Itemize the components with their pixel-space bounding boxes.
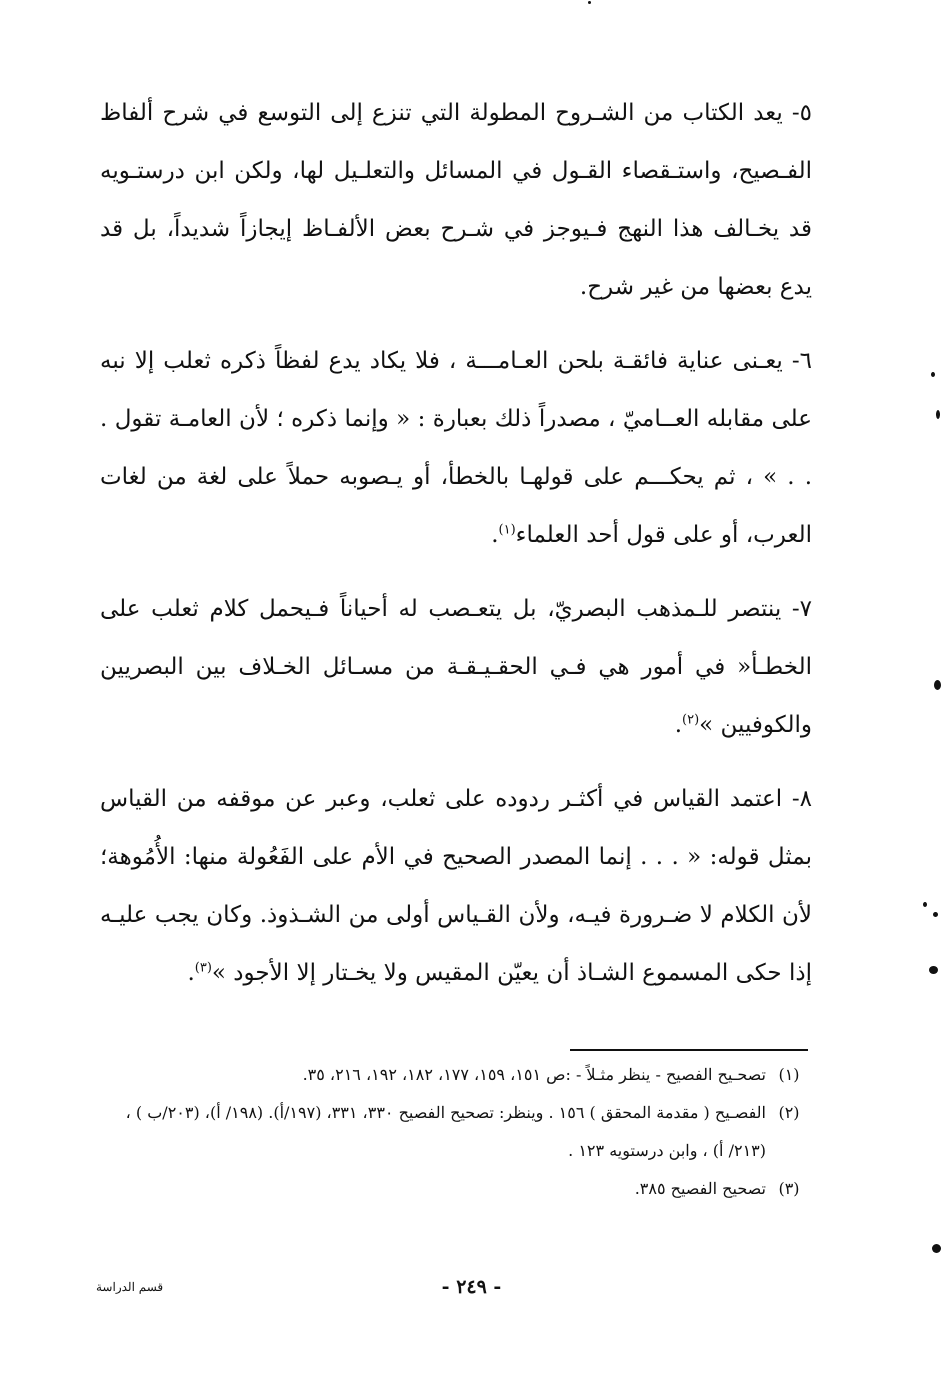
footnote-text: الفصـيح ( مقدمة المحقق ) ١٥٦ . وينظر: تصحيح الفصيح ٣٣٠، ٣٣١، (١٩٧/أ). (١٩٨/ أ)، (٢٠٣/ب ) ، (٢١٣/ أ) ، وابن درستويه ١٢٣ .	[125, 1103, 766, 1160]
scan-speck	[934, 680, 941, 690]
footnotes	[100, 1056, 812, 1208]
main-text	[100, 84, 812, 1018]
scan-speck	[588, 1, 591, 4]
paragraph-end: .	[491, 522, 499, 548]
scan-speck	[923, 902, 927, 907]
scan-speck	[932, 1244, 941, 1253]
footnote-ref-3[interactable]: (٣)	[194, 960, 212, 976]
paragraph-end: .	[674, 712, 682, 738]
scan-speck	[931, 372, 935, 377]
footnote-2	[100, 1094, 812, 1170]
footnote-ref-2[interactable]: (٢)	[682, 712, 700, 728]
paragraph-5	[100, 84, 812, 316]
scan-speck	[933, 912, 938, 917]
paragraph-6	[100, 332, 812, 564]
footnote-text: تصحيح الفصيح ٣٨٥.	[634, 1179, 766, 1198]
paragraph-end: .	[187, 960, 195, 986]
footnote-number: (١)	[778, 1065, 800, 1084]
scan-speck	[929, 966, 938, 974]
paragraph-8	[100, 770, 812, 1002]
paragraph-text: ٧- ينتصر للـمذهب البصريّ، بل يتعـصب له أحياناً فـيحمل كلام ثعلب على الخطـأ« في أمور هي فـي الحقـيـقـة من مسـائل الخـلاف بين البصريين والكوفيين »	[100, 596, 812, 738]
footnote-1	[100, 1056, 812, 1094]
paragraph-7	[100, 580, 812, 754]
footnote-text: تصحـيح الفصيح - ينظر مثـلاً - :ص ١٥١، ١٥٩، ١٧٧، ١٨٢، ١٩٢، ٢١٦، ٣٥.	[302, 1065, 766, 1084]
paragraph-text: ٨- اعتمد القياس في أكثـر ردوده على ثعلب، وعبر عن موقفه من القياس بمثل قوله: « . . . إنما المصدر الصحيح في الأم على الفَعُولة منها: الأُمُوهة؛ لأن الكلام لا ضـرورة فيـه، ولأن القـياس أولى من الشـذوذ. وكان يجب عليـه إذا حكى المسموع الشـاذ أن يعيّن المقيس ولا يخـتار إلا الأجود »	[100, 786, 812, 986]
paragraph-text: ٥- يعد الكتاب من الشـروح المطولة التي تنزع إلى التوسع في شرح ألفاظ الفـصيح، واستـقصاء القـول في المسائل والتعلـيل لها، ولكن ابن درستـويه قد يخـالف هذا النهج فـيوجز في شـرح بعض الألفـاظ إيجازاً شديداً، بل قد يدع بعضها من غير شرح.	[100, 100, 812, 300]
scan-speck	[936, 410, 940, 419]
footnote-3	[100, 1170, 812, 1208]
footnote-number: (٢)	[778, 1103, 800, 1122]
footnote-number: (٣)	[778, 1179, 800, 1198]
running-footer: قسم الدراسة	[96, 1280, 164, 1294]
page-number: - ٢٤٩ -	[441, 1276, 502, 1298]
footnote-ref-1[interactable]: (١)	[498, 522, 516, 538]
paragraph-text: ٦- يعـنى عناية فائقـة بلحن العـامـــة ، فلا يكاد يدع لفظاً ذكره ثعلب إلا نبه على مقابله العــاميّ ، مصدراً ذلك بعبارة : « وإنما ذكره ؛ لأن العامـة تقول . . . » ، ثم يحكـــم على قولهـا بالخطأ، أو يـصوبه حملاً على لغة من لغات العرب، أو على قول أحد العلماء	[100, 348, 812, 548]
footnote-separator	[570, 1049, 808, 1051]
